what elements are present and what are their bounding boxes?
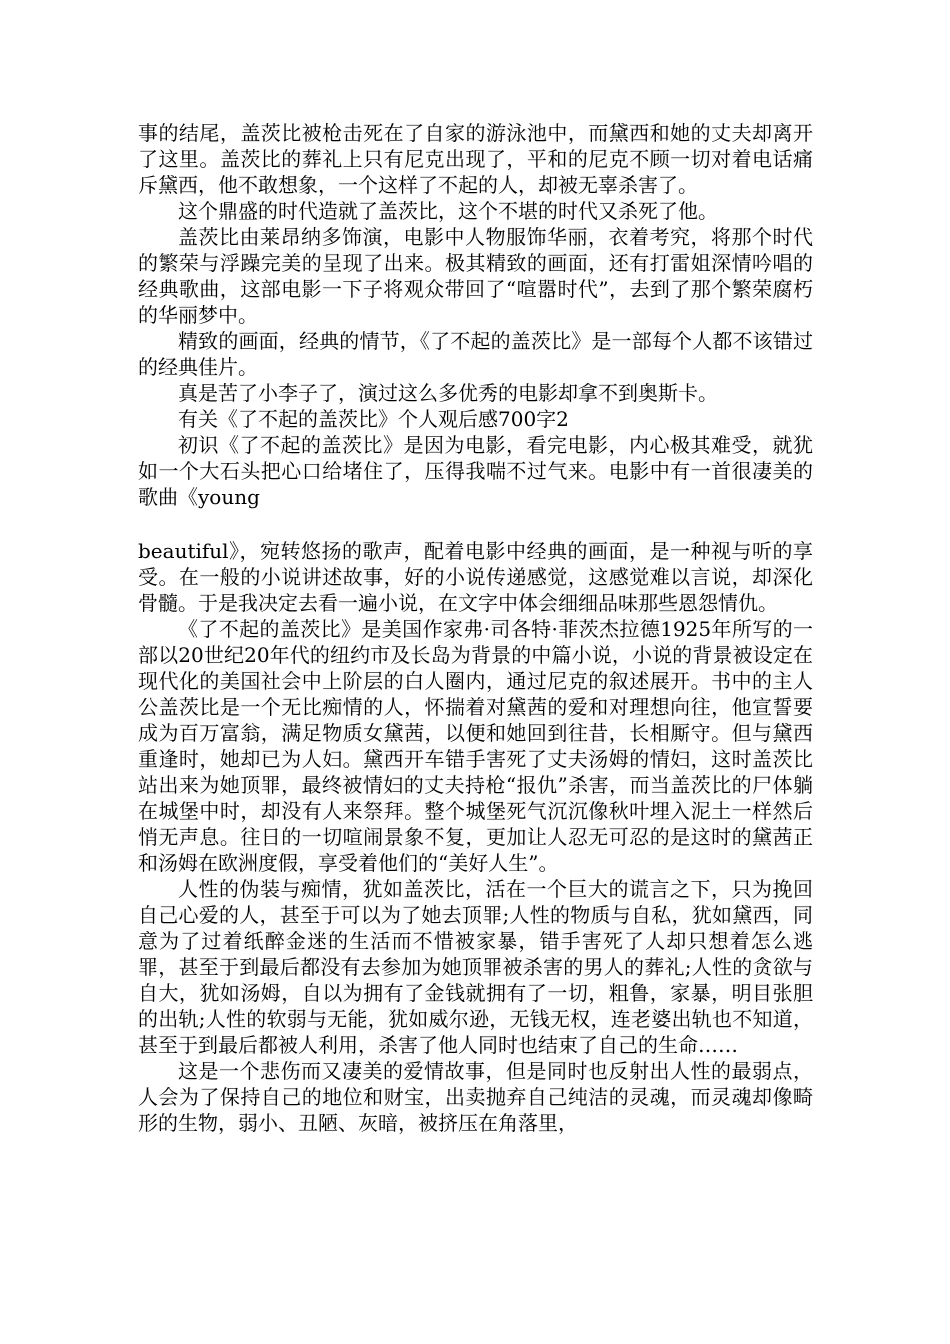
paragraph-first-impression: 初识《了不起的盖茨比》是因为电影，看完电影，内心极其难受，就犹如一个大石头把心口给堵住了，压得我喘不过气来。电影中有一首很凄美的歌曲《young [138, 433, 813, 509]
paragraph-song: beautiful》，宛转悠扬的歌声，配着电影中经典的画面，是一种视与听的享受。在一般的小说讲述故事，好的小说传递感觉，这感觉难以言说，却深化骨髓。于是我决定去看一遍小说，在文字中体会细细品味那些恩怨情仇。 [138, 539, 813, 615]
paragraph-oscar: 真是苦了小李子了，演过这么多优秀的电影却拿不到奥斯卡。 [178, 381, 718, 405]
document-body [138, 120, 813, 1136]
paragraph-ending: 事的结尾，盖茨比被枪击死在了自家的游泳池中，而黛西和她的丈夫却离开了这里。盖茨比的葬礼上只有尼克出现了，平和的尼克不顾一切对着电话痛斥黛西，他不敢想象，一个这样了不起的人，却被无辜杀害了。 [138, 121, 813, 197]
paragraph-era: 这个鼎盛的时代造就了盖茨比，这个不堪的时代又杀死了他。 [178, 199, 718, 223]
section-heading: 有关《了不起的盖茨比》个人观后感700字2 [178, 407, 569, 431]
paragraph-cast: 盖茨比由莱昂纳多饰演，电影中人物服饰华丽，衣着考究，将那个时代的繁荣与浮躁完美的呈现了出来。极其精致的画面，还有打雷姐深情吟唱的经典歌曲，这部电影一下子将观众带回了“喧嚣时代”，去到了那个繁荣腐朽的华丽梦中。 [138, 225, 813, 327]
paragraph-recommend: 精致的画面，经典的情节，《了不起的盖茨比》是一部每个人都不该错过的经典佳片。 [138, 329, 813, 379]
paragraph-human-nature: 人性的伪装与痴情，犹如盖茨比，活在一个巨大的谎言之下，只为挽回自己心爱的人，甚至于可以为了她去顶罪;人性的物质与自私，犹如黛西，同意为了过着纸醉金迷的生活而不惜被家暴，错手害死了人却只想着怎么逃罪，甚至于到最后都没有去参加为她顶罪被杀害的男人的葬礼;人性的贪欲与自大，犹如汤姆，自以为拥有了金钱就拥有了一切，粗鲁，家暴，明目张胆的出轨;人性的软弱与无能，犹如威尔逊，无钱无权，连老婆出轨也不知道，甚至于到最后都被人利用，杀害了他人同时也结束了自己的生命…… [138, 877, 813, 1057]
paragraph-gap [138, 510, 813, 538]
paragraph-conclusion: 这是一个悲伤而又凄美的爱情故事，但是同时也反射出人性的最弱点，人会为了保持自己的地位和财宝，出卖抛弃自己纯洁的灵魂，而灵魂却像畸形的生物，弱小、丑陋、灰暗，被挤压在角落里， [138, 1059, 813, 1135]
paragraph-novel-summary: 《了不起的盖茨比》是美国作家弗·司各特·菲茨杰拉德1925年所写的一部以20世纪20年代的纽约市及长岛为背景的中篇小说，小说的背景被设定在现代化的美国社会中上阶层的白人圈内，通过尼克的叙述展开。书中的主人公盖茨比是一个无比痴情的人，怀揣着对黛茜的爱和对理想向往，他宣誓要成为百万富翁，满足物质女黛茜，以便和她回到往昔，长相厮守。但与黛西重逢时，她却已为人妇。黛西开车错手害死了丈夫汤姆的情妇，这时盖茨比站出来为她顶罪，最终被情妇的丈夫持枪“报仇”杀害，而当盖茨比的尸体躺在城堡中时，却没有人来祭拜。整个城堡死气沉沉像秋叶埋入泥土一样然后悄无声息。往日的一切喧闹景象不复，更加让人忍无可忍的是这时的黛茜正和汤姆在欧洲度假，享受着他们的“美好人生”。 [138, 617, 813, 875]
